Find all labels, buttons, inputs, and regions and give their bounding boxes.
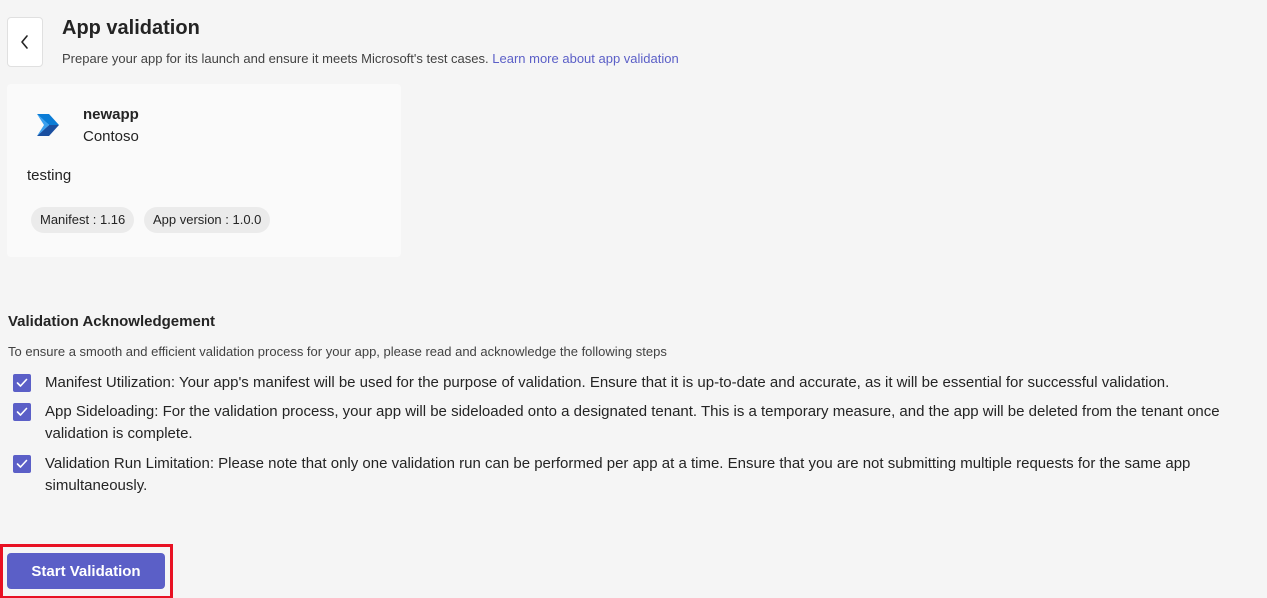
checkmark-icon bbox=[16, 378, 28, 388]
ack-text-run-limitation: Validation Run Limitation: Please note that only one validation run can be performed per app at a time. Ensure that you are not submitting multiple requests for the same app simultaneously. bbox=[45, 455, 1191, 494]
page-subtitle bbox=[62, 51, 679, 66]
page-title: App validation bbox=[62, 17, 200, 39]
checkmark-icon bbox=[16, 459, 28, 469]
ack-checkbox-sideloading[interactable] bbox=[13, 403, 31, 421]
manifest-version-badge: Manifest : 1.16 bbox=[31, 207, 134, 233]
back-button[interactable] bbox=[7, 17, 43, 67]
ack-text-sideloading: App Sideloading: For the validation process, your app will be sideloaded onto a designated tenant. This is a temporary measure, and the app will be deleted from the tenant once validation is complete. bbox=[45, 403, 1220, 442]
app-description: testing bbox=[27, 167, 72, 184]
app-card bbox=[7, 84, 401, 257]
subtitle-text: Prepare your app for its launch and ensure it meets Microsoft's test cases. bbox=[62, 51, 489, 66]
ack-item-validation-run-limitation bbox=[13, 453, 1253, 497]
ack-item-manifest-utilization bbox=[13, 372, 1253, 394]
start-validation-button[interactable]: Start Validation bbox=[7, 553, 165, 589]
ack-item-app-sideloading bbox=[13, 401, 1253, 445]
app-publisher: Contoso bbox=[83, 128, 139, 145]
app-version-badge: App version : 1.0.0 bbox=[144, 207, 270, 233]
checkmark-icon bbox=[16, 407, 28, 417]
ack-checkbox-manifest[interactable] bbox=[13, 374, 31, 392]
learn-more-link[interactable]: Learn more about app validation bbox=[492, 51, 679, 66]
app-logo-icon bbox=[35, 112, 61, 138]
acknowledgement-intro: To ensure a smooth and efficient validation process for your app, please read and acknowledge the following steps bbox=[8, 344, 667, 359]
ack-checkbox-run-limitation[interactable] bbox=[13, 455, 31, 473]
chevron-left-icon bbox=[19, 34, 31, 50]
ack-text-manifest: Manifest Utilization: Your app's manifest will be used for the purpose of validation. Ensure that it is up-to-date and accurate, as it will be essential for successful validation. bbox=[45, 374, 1170, 391]
app-name: newapp bbox=[83, 106, 139, 123]
acknowledgement-heading: Validation Acknowledgement bbox=[8, 313, 215, 330]
